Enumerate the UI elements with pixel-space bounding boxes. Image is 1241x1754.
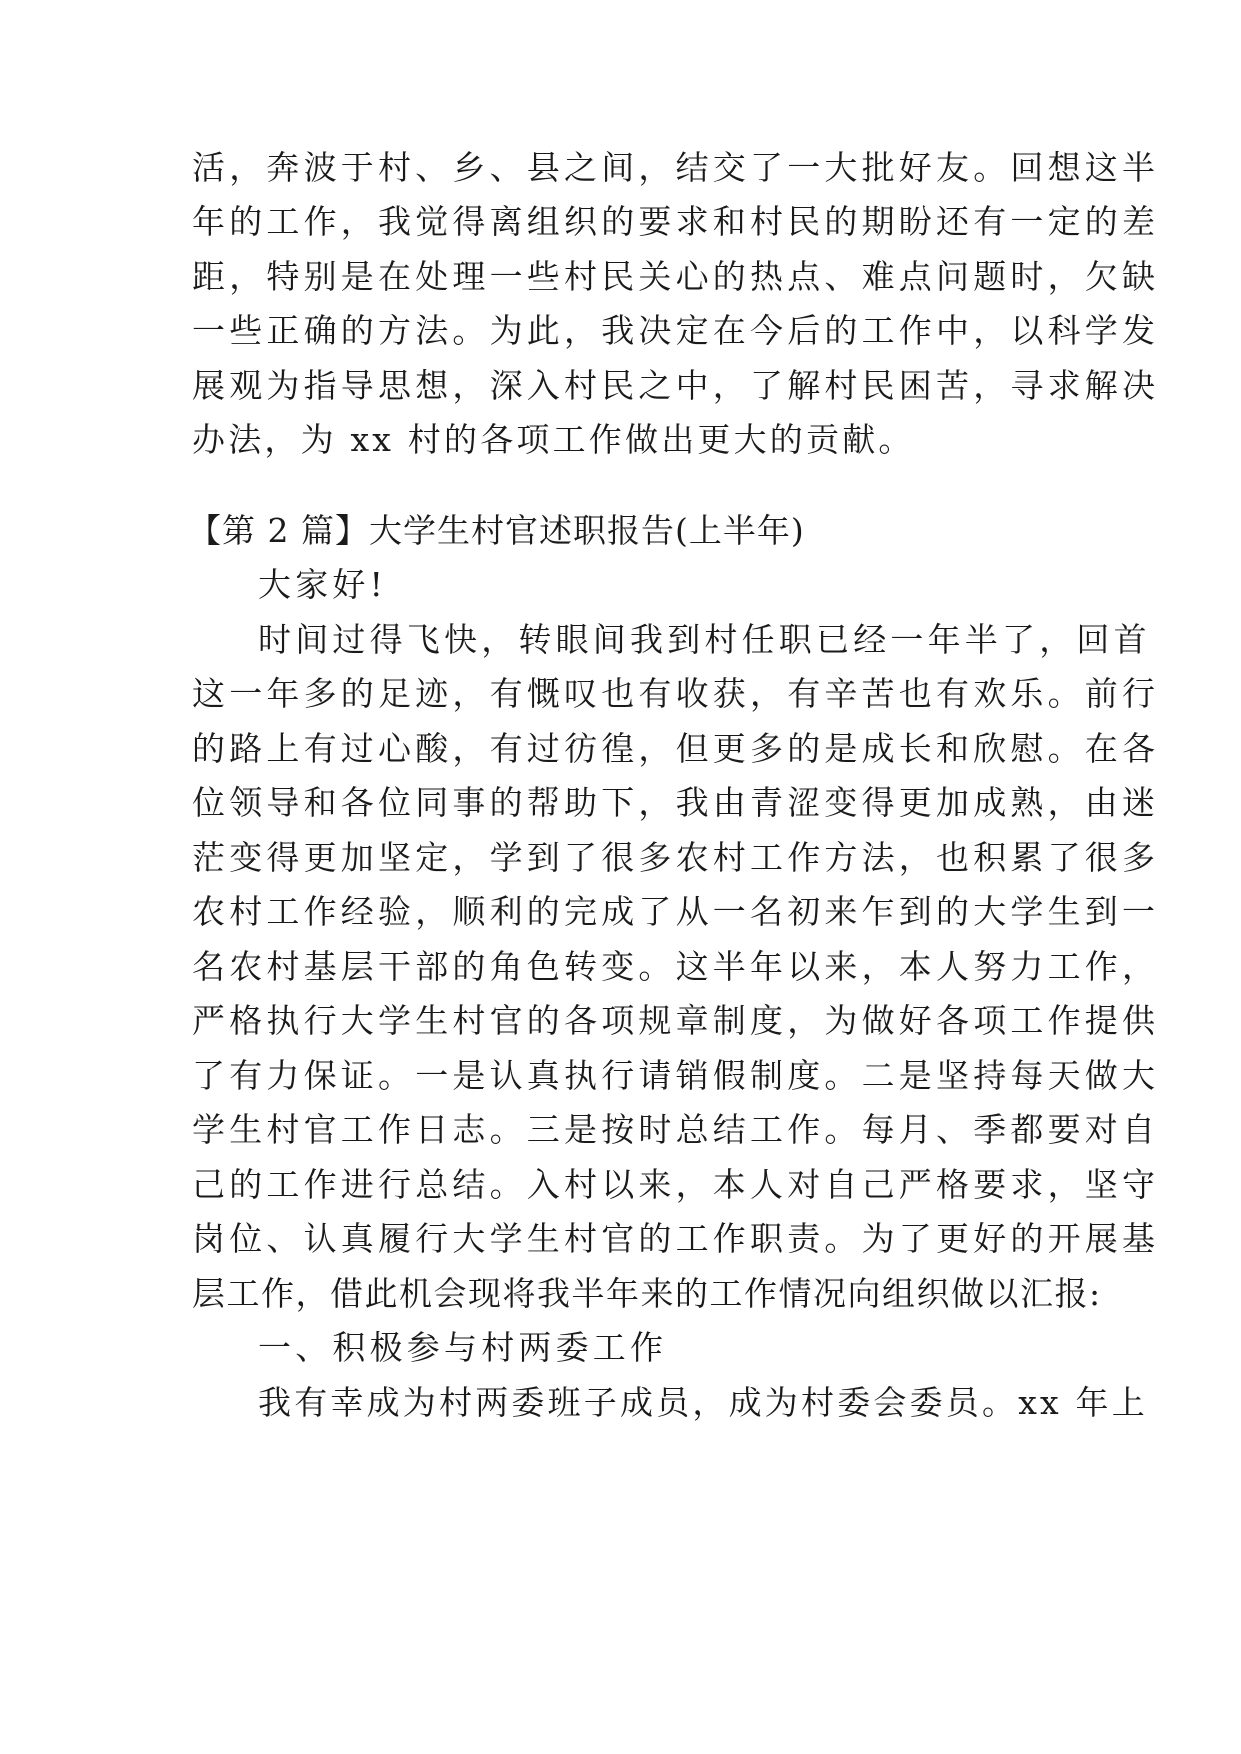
paragraph-line: 我有幸成为村两委班子成员，成为村委会委员。xx 年上 (258, 1383, 1148, 1422)
paragraph-line: 茫变得更加坚定，学到了很多农村工作方法，也积累了很多 (192, 838, 1160, 877)
paragraph-line: 一些正确的方法。为此，我决定在今后的工作中，以科学发 (192, 311, 1160, 350)
paragraph-line: 层工作，借此机会现将我半年来的工作情况向组织做以汇报: (192, 1274, 1102, 1313)
paragraph-line: 名农村基层干部的角色转变。这半年以来，本人努力工作， (192, 947, 1160, 986)
paragraph-line: 展观为指导思想，深入村民之中，了解村民困苦，寻求解决 (192, 366, 1160, 405)
section-heading: 【第 2 篇】大学生村官述职报告(上半年) (188, 511, 805, 550)
paragraph-line: 办法，为 xx 村的各项工作做出更大的贡献。 (192, 420, 915, 459)
paragraph-line: 己的工作进行总结。入村以来，本人对自己严格要求，坚守 (192, 1165, 1160, 1204)
paragraph-line: 岗位、认真履行大学生村官的工作职责。为了更好的开展基 (192, 1219, 1160, 1258)
paragraph-line: 农村工作经验，顺利的完成了从一名初来乍到的大学生到一 (192, 892, 1160, 931)
paragraph-line: 的路上有过心酸，有过彷徨，但更多的是成长和欣慰。在各 (192, 729, 1160, 768)
paragraph-line: 学生村官工作日志。三是按时总结工作。每月、季都要对自 (192, 1110, 1160, 1149)
paragraph-line: 严格执行大学生村官的各项规章制度，为做好各项工作提供 (192, 1001, 1160, 1040)
paragraph-line: 活，奔波于村、乡、县之间，结交了一大批好友。回想这半 (192, 148, 1160, 187)
paragraph-line: 位领导和各位同事的帮助下，我由青涩变得更加成熟，由迷 (192, 783, 1160, 822)
paragraph-line: 距，特别是在处理一些村民关心的热点、难点问题时，欠缺 (192, 257, 1160, 296)
greeting: 大家好! (258, 565, 388, 604)
paragraph-line: 时间过得飞快，转眼间我到村任职已经一年半了，回首 (258, 620, 1151, 659)
paragraph-line: 年的工作，我觉得离组织的要求和村民的期盼还有一定的差 (192, 202, 1160, 241)
paragraph-line: 这一年多的足迹，有慨叹也有收获，有辛苦也有欢乐。前行 (192, 674, 1160, 713)
subsection-heading: 一、积极参与村两委工作 (258, 1328, 668, 1367)
paragraph-line: 了有力保证。一是认真执行请销假制度。二是坚持每天做大 (192, 1056, 1160, 1095)
